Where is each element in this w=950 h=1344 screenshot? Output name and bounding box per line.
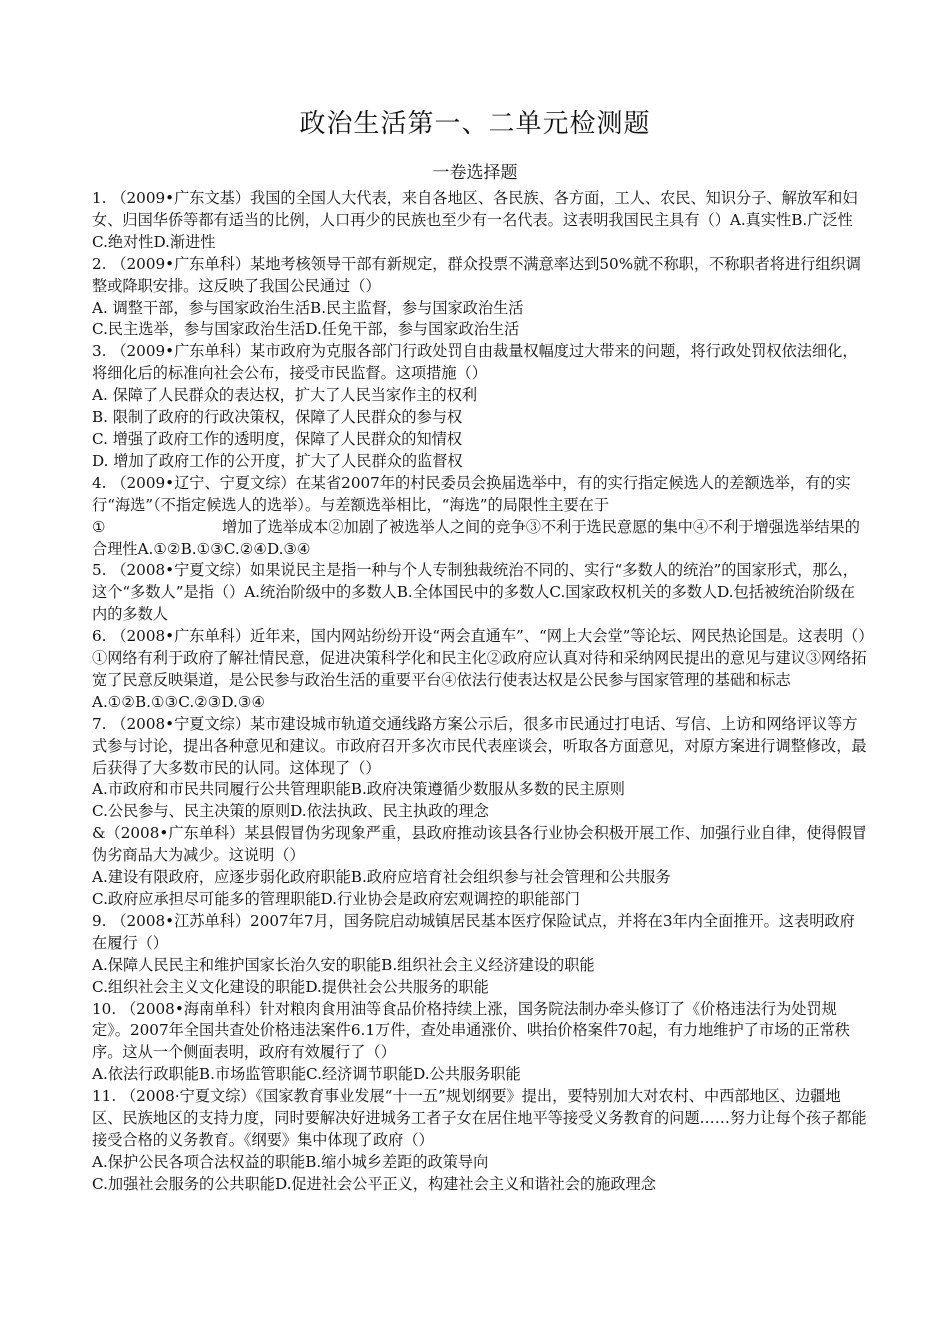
question-2-option-cd: C.民主选举，参与国家政治生活D.任免干部，参与国家政治生活 (92, 320, 520, 339)
question-2-option-ab: A. 调整干部，参与国家政治生活B.民主监督，参与国家政治生活 (92, 298, 524, 317)
question-6-options: A.①②B.①③C.②③D.③④ (92, 692, 266, 711)
question-8-option-cd: C.政府应承担尽可能多的管理职能D.行业协会是政府宏观调控的职能部门 (92, 890, 580, 908)
question-9-option-cd: C.组织社会主义文化建设的职能D.提供社会公共服务的职能 (92, 977, 489, 996)
question-8-option-ab: A.建设有限政府，应逐步弱化政府职能B.政府应培育社会组织参与社会管理和公共服务 (92, 868, 671, 887)
question-1-line: 1. （2009•广东文基）我国的全国人大代表，来自各地区、各民族、各方面，工人、农民、知识分子、解放军和妇女、归国华侨等都有适当的比例，人口再少的民族也至少有一名代表。这表明我国民主具有（）A.真实性B.广泛性C.绝对性D.渐进性 (92, 189, 858, 251)
question-10-line: 10. （2008•海南单科）针对粮肉食用油等食品价格持续上涨，国务院法制办牵头修订了《价格违法行为处罚规定》。2007年全国共查处价格违法案件6.1万件，查处串通涨价、哄抬价格案件70起，有力地维护了市场的正常秩序。这从一个侧面表明，政府有效履行了（） (92, 999, 850, 1062)
document-title: 政治生活第一、二单元检测题 (299, 109, 651, 139)
question-11-line: 11. （2008·宁夏文综）《国家教育事业发展“十一五”规划纲要》提出，要特别加大对农村、中西部地区、边疆地区、民族地区的支持力度，同时要解决好进城务工者子女在居住地平等接受义务教育的问题……努力让每个孩子都能接受合格的义务教育。《纲要》集中体现了政府（） (92, 1087, 867, 1149)
question-4-marker: ① (92, 517, 106, 536)
question-7-option-ab: A.市政府和市民共同履行公共管理职能B.政府决策遵循少数服从多数的民主原则 (92, 780, 625, 799)
question-8-line: &（2008•广东单科）某县假冒伪劣现象严重，县政府推动该县各行业协会积极开展工作、加强行业自律，使得假冒伪劣商品大为减少。这说明（） (92, 824, 867, 865)
question-11-option-ab: A.保护公民各项合法权益的职能B.缩小城乡差距的政策导向 (92, 1152, 489, 1171)
question-3-line: 3. （2009•广东单科）某市政府为克服各部门行政处罚自由裁量权幅度过大带来的问题，将行政处罚权依法细化，将细化后的标准向社会公布，接受市民监督。这项措施（） (92, 342, 858, 383)
question-3-option-d: D. 增加了政府工作的公开度，扩大了人民群众的监督权 (92, 451, 463, 470)
question-11-option-cd: C.加强社会服务的公共职能D.促进社会公平正义，构建社会主义和谐社会的施政理念 (92, 1174, 656, 1193)
question-4-statement-text: 增加了选举成本②加剧了被选举人之间的竞争③不利于选民意愿的集中④不利于增强选举结果的合理性A.①②B.①③C.②④D.③④ (92, 517, 860, 558)
question-body (92, 188, 868, 1196)
question-2-line: 2. （2009•广东单科）某地考核领导干部有新规定，群众投票不满意率达到50%就不称职，不称职者将进行组织调整或降职安排。这反映了我国公民通过（） (92, 254, 861, 295)
question-9-option-ab: A.保障人民民主和维护国家长治久安的职能B.组织社会主义经济建设的职能 (92, 955, 595, 974)
question-6-line: 6. （2008•广东单科）近年来，国内网站纷纷开设“两会直通车”、“网上大会堂”等论坛、网民热论国是。这表明（）①网络有利于政府了解社情民意，促进决策科学化和民主化②政府应认真对待和采纳网民提出的意见与建议③网络拓宽了民意反映渠道，是公民参与政治生活的重要平台④依法行使表达权是公民参与国家管理的基础和标志 (92, 627, 867, 689)
question-3-option-c: C. 增强了政府工作的透明度，保障了人民群众的知情权 (92, 429, 463, 448)
question-3-option-a: A. 保障了人民群众的表达权，扩大了人民当家作主的权利 (92, 386, 478, 405)
question-5-line: 5. （2008•宁夏文综）如果说民主是指一种与个人专制独裁统治不同的、实行“多数人的统治”的国家形式，那么，这个“多数人”是指（）A.统治阶级中的多数人B.全体国民中的多数人C.国家政权机关的多数人D.包括被统治阶级在内的多数人 (92, 561, 858, 624)
question-10-options: A.依法行政职能B.市场监管职能C.经济调节职能D.公共服务职能 (92, 1065, 521, 1084)
question-4-statements (92, 517, 868, 561)
question-4-line: 4. （2009•辽宁、宁夏文综）在某省2007年的村民委员会换届选举中，有的实行指定候选人的差额选举，有的实行“海选”（不指定候选人的选举）。与差额选举相比，“海选”的局限性主要在于 (92, 473, 851, 514)
section-heading: 一卷选择题 (432, 163, 518, 183)
question-7-option-cd: C.公民参与、民主决策的原则D.依法执政、民主执政的理念 (92, 802, 489, 821)
question-7-line: 7. （2008•宁夏文综）某市建设城市轨道交通线路方案公示后，很多市民通过打电话、写信、上访和网络评议等方式参与讨论，提出各种意见和建议。市政府召开多次市民代表座谈会，听取各方面意见，对原方案进行调整修改，最后获得了大多数市民的认同。这体现了（） (92, 714, 867, 777)
question-9-line: 9. （2008•江苏单科）2007年7月，国务院启动城镇居民基本医疗保险试点，并将在3年内全面推开。这表明政府在履行（） (92, 911, 855, 952)
question-3-option-b: B. 限制了政府的行政决策权，保障了人民群众的参与权 (92, 408, 463, 427)
